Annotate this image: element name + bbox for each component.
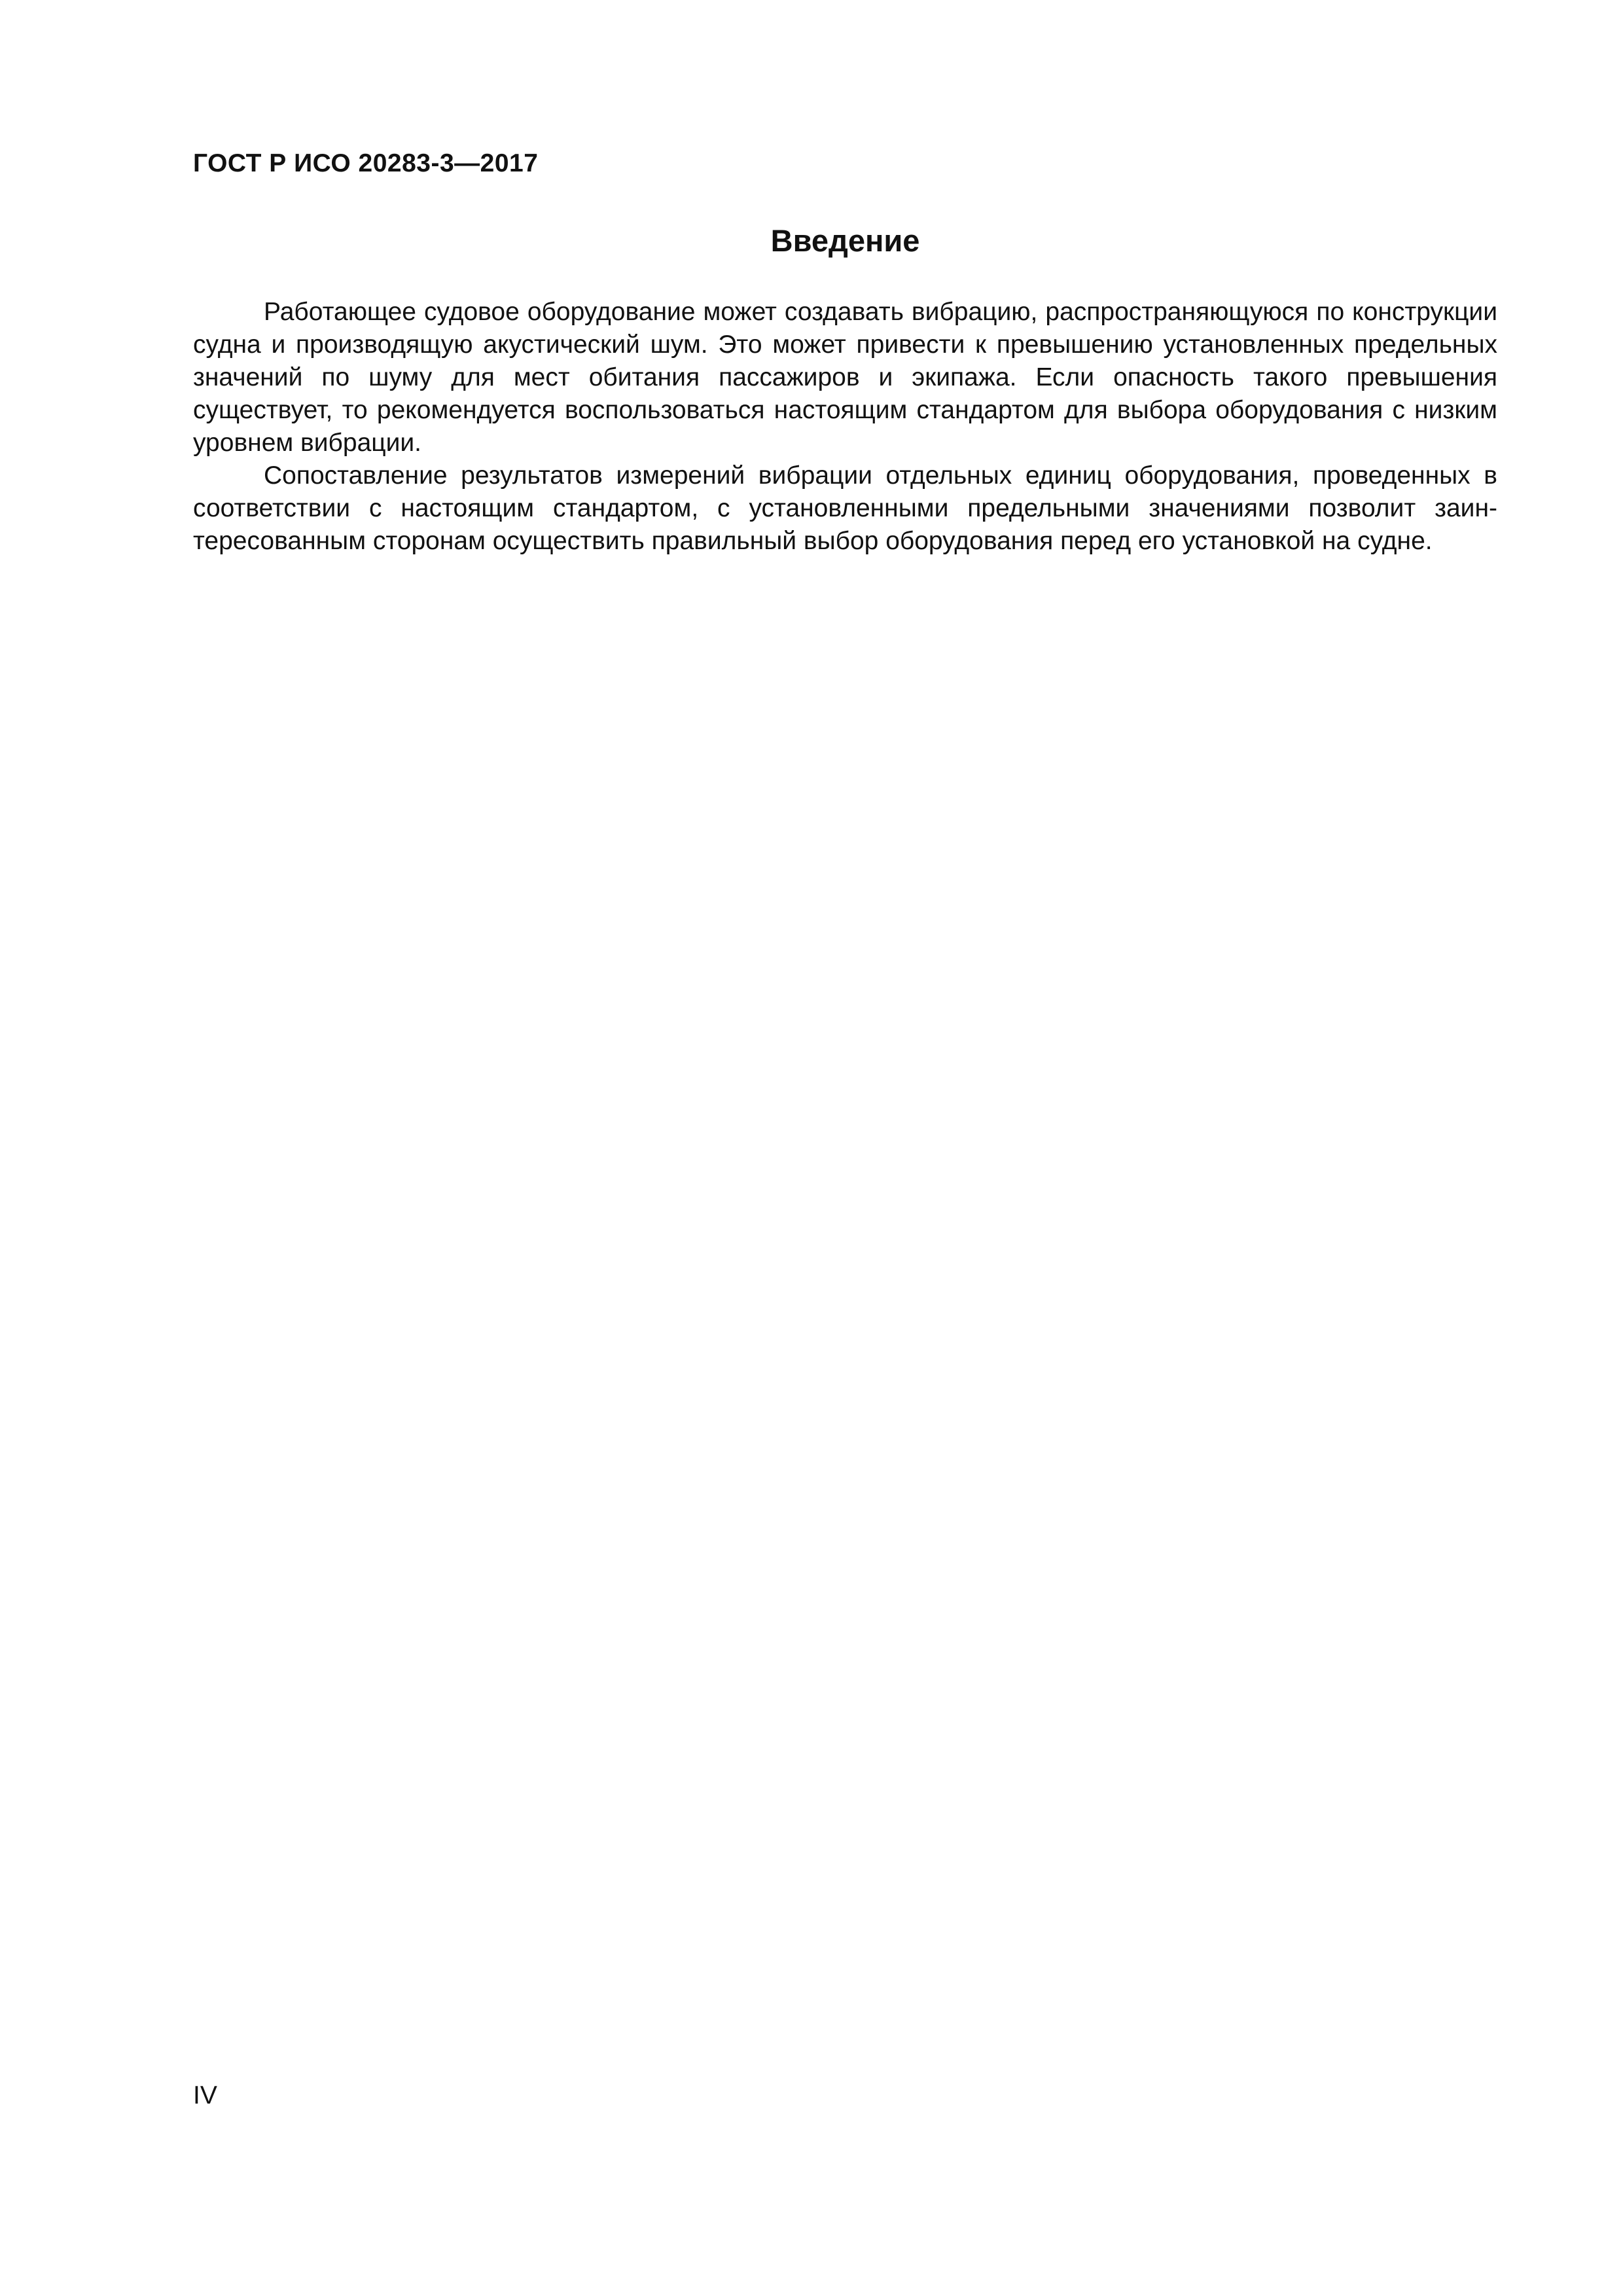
- paragraph-1: Работающее судовое оборудование может создавать вибрацию, распространяющуюся по конструкции судна и производящую акустический шум. Это может привести к превышению установленных предельных значений по шуму для мест обитания пассажиров и экипажа. Если опасность такого превышения существует, то рекомендуется воспользоваться настоящим стандартом для выбора оборудования с низким уровнем вибрации.: [193, 298, 1497, 457]
- body-text: [193, 296, 1497, 558]
- page-number: IV: [193, 2081, 217, 2109]
- section-title: Введение: [770, 223, 920, 258]
- paragraph-2: Сопоставление результатов измерений вибрации отдельных единиц оборудования, проведенных в соответствии с настоящим стандартом, с установленными предельными значениями позволит заинтересованным сторонам осуществить правильный выбор оборудования перед его установкой на судне.: [193, 461, 1497, 555]
- standard-identifier: ГОСТ Р ИСО 20283-3—2017: [193, 149, 539, 177]
